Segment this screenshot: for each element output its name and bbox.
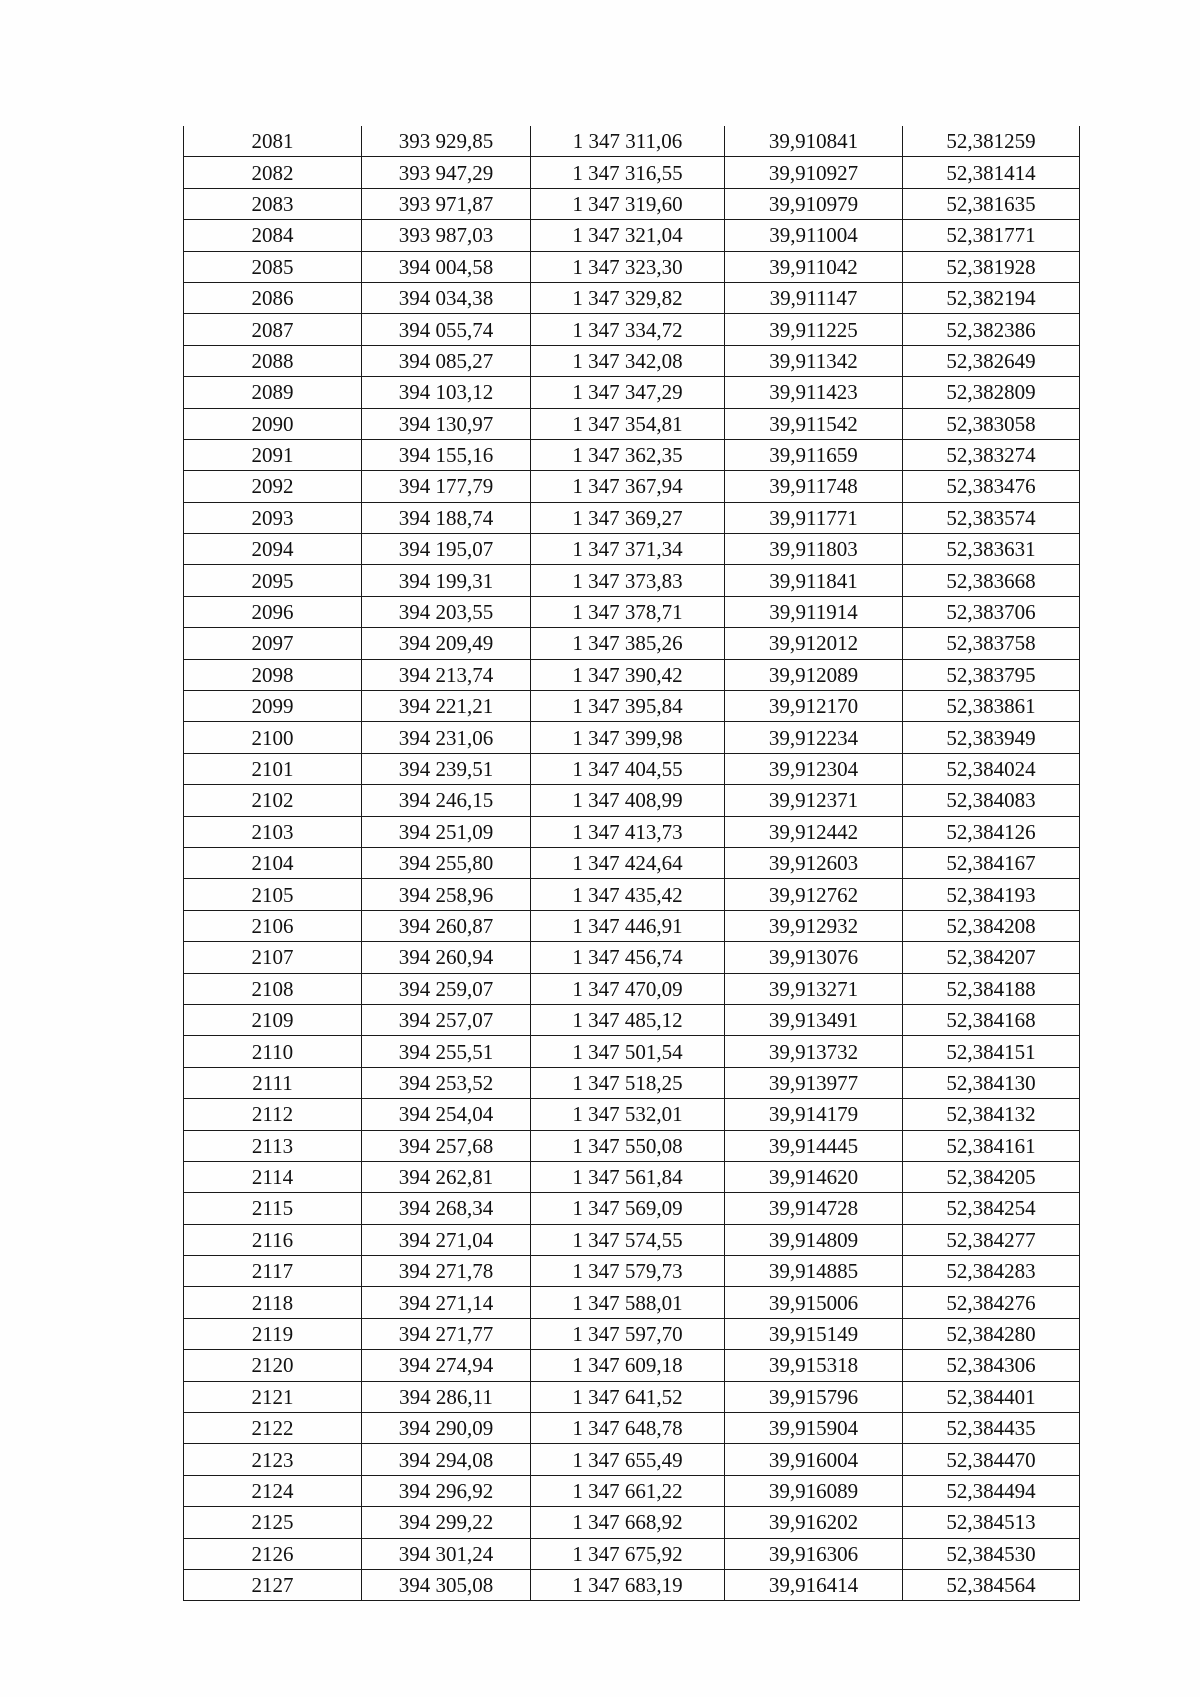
table-row [184, 722, 1080, 753]
table-row [184, 1036, 1080, 1067]
latitude-cell: 39,912170 [725, 691, 903, 722]
latitude-cell: 39,915149 [725, 1318, 903, 1349]
x-coordinate-cell: 394 286,11 [362, 1381, 531, 1412]
y-coordinate-cell: 1 347 321,04 [531, 220, 725, 251]
x-coordinate-cell: 394 299,22 [362, 1507, 531, 1538]
y-coordinate-cell: 1 347 561,84 [531, 1161, 725, 1192]
longitude-cell: 52,383949 [903, 722, 1080, 753]
latitude-cell: 39,911841 [725, 565, 903, 596]
table-row [184, 502, 1080, 533]
x-coordinate-cell: 394 055,74 [362, 314, 531, 345]
latitude-cell: 39,916004 [725, 1444, 903, 1475]
y-coordinate-cell: 1 347 675,92 [531, 1538, 725, 1569]
x-coordinate-cell: 394 188,74 [362, 502, 531, 533]
longitude-cell: 52,384435 [903, 1413, 1080, 1444]
point-number-cell: 2121 [184, 1381, 362, 1412]
point-number-cell: 2118 [184, 1287, 362, 1318]
point-number-cell: 2110 [184, 1036, 362, 1067]
table-row [184, 1099, 1080, 1130]
latitude-cell: 39,911004 [725, 220, 903, 251]
point-number-cell: 2114 [184, 1161, 362, 1192]
point-number-cell: 2086 [184, 282, 362, 313]
latitude-cell: 39,915318 [725, 1350, 903, 1381]
latitude-cell: 39,915006 [725, 1287, 903, 1318]
longitude-cell: 52,384168 [903, 1004, 1080, 1035]
longitude-cell: 52,383861 [903, 691, 1080, 722]
x-coordinate-cell: 394 085,27 [362, 345, 531, 376]
longitude-cell: 52,383706 [903, 596, 1080, 627]
point-number-cell: 2109 [184, 1004, 362, 1035]
point-number-cell: 2100 [184, 722, 362, 753]
table-row [184, 1256, 1080, 1287]
x-coordinate-cell: 393 929,85 [362, 126, 531, 157]
table-row [184, 1224, 1080, 1255]
table-row [184, 910, 1080, 941]
longitude-cell: 52,383795 [903, 659, 1080, 690]
y-coordinate-cell: 1 347 390,42 [531, 659, 725, 690]
table-row [184, 816, 1080, 847]
x-coordinate-cell: 394 305,08 [362, 1569, 531, 1600]
longitude-cell: 52,384208 [903, 910, 1080, 941]
point-number-cell: 2102 [184, 785, 362, 816]
table-row [184, 942, 1080, 973]
latitude-cell: 39,912371 [725, 785, 903, 816]
x-coordinate-cell: 394 290,09 [362, 1413, 531, 1444]
x-coordinate-cell: 394 255,51 [362, 1036, 531, 1067]
table-row [184, 1444, 1080, 1475]
x-coordinate-cell: 394 254,04 [362, 1099, 531, 1130]
point-number-cell: 2119 [184, 1318, 362, 1349]
longitude-cell: 52,383476 [903, 471, 1080, 502]
point-number-cell: 2091 [184, 439, 362, 470]
latitude-cell: 39,911225 [725, 314, 903, 345]
longitude-cell: 52,383274 [903, 439, 1080, 470]
point-number-cell: 2098 [184, 659, 362, 690]
latitude-cell: 39,911914 [725, 596, 903, 627]
y-coordinate-cell: 1 347 579,73 [531, 1256, 725, 1287]
point-number-cell: 2111 [184, 1067, 362, 1098]
table-row [184, 1287, 1080, 1318]
longitude-cell: 52,384024 [903, 753, 1080, 784]
latitude-cell: 39,911042 [725, 251, 903, 282]
latitude-cell: 39,912304 [725, 753, 903, 784]
y-coordinate-cell: 1 347 470,09 [531, 973, 725, 1004]
point-number-cell: 2090 [184, 408, 362, 439]
longitude-cell: 52,381771 [903, 220, 1080, 251]
table-row [184, 345, 1080, 376]
longitude-cell: 52,384207 [903, 942, 1080, 973]
table-row [184, 596, 1080, 627]
point-number-cell: 2106 [184, 910, 362, 941]
table-row [184, 753, 1080, 784]
y-coordinate-cell: 1 347 668,92 [531, 1507, 725, 1538]
table-row [184, 188, 1080, 219]
table-row [184, 1507, 1080, 1538]
y-coordinate-cell: 1 347 683,19 [531, 1569, 725, 1600]
latitude-cell: 39,911542 [725, 408, 903, 439]
latitude-cell: 39,910841 [725, 126, 903, 157]
y-coordinate-cell: 1 347 323,30 [531, 251, 725, 282]
longitude-cell: 52,384205 [903, 1161, 1080, 1192]
latitude-cell: 39,912762 [725, 879, 903, 910]
x-coordinate-cell: 394 034,38 [362, 282, 531, 313]
point-number-cell: 2124 [184, 1475, 362, 1506]
point-number-cell: 2120 [184, 1350, 362, 1381]
longitude-cell: 52,384283 [903, 1256, 1080, 1287]
longitude-cell: 52,384193 [903, 879, 1080, 910]
y-coordinate-cell: 1 347 342,08 [531, 345, 725, 376]
y-coordinate-cell: 1 347 569,09 [531, 1193, 725, 1224]
y-coordinate-cell: 1 347 311,06 [531, 126, 725, 157]
point-number-cell: 2112 [184, 1099, 362, 1130]
latitude-cell: 39,914445 [725, 1130, 903, 1161]
table-row [184, 282, 1080, 313]
latitude-cell: 39,913732 [725, 1036, 903, 1067]
point-number-cell: 2113 [184, 1130, 362, 1161]
longitude-cell: 52,384167 [903, 847, 1080, 878]
longitude-cell: 52,384151 [903, 1036, 1080, 1067]
table-row [184, 847, 1080, 878]
table-row [184, 565, 1080, 596]
latitude-cell: 39,911423 [725, 377, 903, 408]
y-coordinate-cell: 1 347 532,01 [531, 1099, 725, 1130]
x-coordinate-cell: 394 239,51 [362, 753, 531, 784]
table-row [184, 439, 1080, 470]
longitude-cell: 52,384306 [903, 1350, 1080, 1381]
y-coordinate-cell: 1 347 369,27 [531, 502, 725, 533]
table-row [184, 220, 1080, 251]
point-number-cell: 2083 [184, 188, 362, 219]
longitude-cell: 52,384494 [903, 1475, 1080, 1506]
x-coordinate-cell: 394 209,49 [362, 628, 531, 659]
latitude-cell: 39,912932 [725, 910, 903, 941]
table-row [184, 377, 1080, 408]
point-number-cell: 2082 [184, 157, 362, 188]
x-coordinate-cell: 394 268,34 [362, 1193, 531, 1224]
longitude-cell: 52,381928 [903, 251, 1080, 282]
table-row [184, 534, 1080, 565]
longitude-cell: 52,382809 [903, 377, 1080, 408]
longitude-cell: 52,384530 [903, 1538, 1080, 1569]
table-row [184, 1413, 1080, 1444]
x-coordinate-cell: 394 271,04 [362, 1224, 531, 1255]
longitude-cell: 52,384277 [903, 1224, 1080, 1255]
longitude-cell: 52,384126 [903, 816, 1080, 847]
table-row [184, 1569, 1080, 1600]
point-number-cell: 2093 [184, 502, 362, 533]
point-number-cell: 2097 [184, 628, 362, 659]
point-number-cell: 2126 [184, 1538, 362, 1569]
latitude-cell: 39,910979 [725, 188, 903, 219]
table-row [184, 659, 1080, 690]
longitude-cell: 52,383758 [903, 628, 1080, 659]
latitude-cell: 39,912234 [725, 722, 903, 753]
table-row [184, 1350, 1080, 1381]
point-number-cell: 2127 [184, 1569, 362, 1600]
latitude-cell: 39,911659 [725, 439, 903, 470]
table-row [184, 251, 1080, 282]
longitude-cell: 52,384161 [903, 1130, 1080, 1161]
y-coordinate-cell: 1 347 347,29 [531, 377, 725, 408]
table-row [184, 628, 1080, 659]
longitude-cell: 52,384188 [903, 973, 1080, 1004]
x-coordinate-cell: 394 103,12 [362, 377, 531, 408]
table-row [184, 126, 1080, 157]
x-coordinate-cell: 394 253,52 [362, 1067, 531, 1098]
point-number-cell: 2107 [184, 942, 362, 973]
longitude-cell: 52,384276 [903, 1287, 1080, 1318]
point-number-cell: 2088 [184, 345, 362, 376]
y-coordinate-cell: 1 347 373,83 [531, 565, 725, 596]
table-row [184, 1318, 1080, 1349]
longitude-cell: 52,382649 [903, 345, 1080, 376]
point-number-cell: 2104 [184, 847, 362, 878]
longitude-cell: 52,381414 [903, 157, 1080, 188]
y-coordinate-cell: 1 347 518,25 [531, 1067, 725, 1098]
longitude-cell: 52,384132 [903, 1099, 1080, 1130]
point-number-cell: 2108 [184, 973, 362, 1004]
y-coordinate-cell: 1 347 661,22 [531, 1475, 725, 1506]
longitude-cell: 52,384401 [903, 1381, 1080, 1412]
x-coordinate-cell: 394 257,07 [362, 1004, 531, 1035]
longitude-cell: 52,383058 [903, 408, 1080, 439]
x-coordinate-cell: 394 260,94 [362, 942, 531, 973]
latitude-cell: 39,914728 [725, 1193, 903, 1224]
point-number-cell: 2096 [184, 596, 362, 627]
y-coordinate-cell: 1 347 597,70 [531, 1318, 725, 1349]
table-row [184, 1475, 1080, 1506]
longitude-cell: 52,384280 [903, 1318, 1080, 1349]
longitude-cell: 52,383574 [903, 502, 1080, 533]
x-coordinate-cell: 394 221,21 [362, 691, 531, 722]
x-coordinate-cell: 394 271,77 [362, 1318, 531, 1349]
x-coordinate-cell: 394 271,78 [362, 1256, 531, 1287]
table-row [184, 1130, 1080, 1161]
x-coordinate-cell: 394 199,31 [362, 565, 531, 596]
x-coordinate-cell: 394 203,55 [362, 596, 531, 627]
x-coordinate-cell: 394 213,74 [362, 659, 531, 690]
latitude-cell: 39,912603 [725, 847, 903, 878]
coordinates-table-container [183, 126, 1080, 1601]
latitude-cell: 39,911342 [725, 345, 903, 376]
longitude-cell: 52,381259 [903, 126, 1080, 157]
point-number-cell: 2085 [184, 251, 362, 282]
point-number-cell: 2095 [184, 565, 362, 596]
longitude-cell: 52,383631 [903, 534, 1080, 565]
table-row [184, 1381, 1080, 1412]
table-row [184, 785, 1080, 816]
y-coordinate-cell: 1 347 385,26 [531, 628, 725, 659]
point-number-cell: 2081 [184, 126, 362, 157]
x-coordinate-cell: 394 260,87 [362, 910, 531, 941]
latitude-cell: 39,914809 [725, 1224, 903, 1255]
latitude-cell: 39,911748 [725, 471, 903, 502]
longitude-cell: 52,381635 [903, 188, 1080, 219]
y-coordinate-cell: 1 347 435,42 [531, 879, 725, 910]
table-row [184, 691, 1080, 722]
x-coordinate-cell: 394 271,14 [362, 1287, 531, 1318]
y-coordinate-cell: 1 347 609,18 [531, 1350, 725, 1381]
longitude-cell: 52,382194 [903, 282, 1080, 313]
latitude-cell: 39,911147 [725, 282, 903, 313]
x-coordinate-cell: 394 274,94 [362, 1350, 531, 1381]
latitude-cell: 39,912012 [725, 628, 903, 659]
x-coordinate-cell: 394 246,15 [362, 785, 531, 816]
coordinates-table-body [184, 126, 1080, 1601]
y-coordinate-cell: 1 347 316,55 [531, 157, 725, 188]
point-number-cell: 2105 [184, 879, 362, 910]
latitude-cell: 39,912089 [725, 659, 903, 690]
y-coordinate-cell: 1 347 456,74 [531, 942, 725, 973]
latitude-cell: 39,914620 [725, 1161, 903, 1192]
y-coordinate-cell: 1 347 648,78 [531, 1413, 725, 1444]
y-coordinate-cell: 1 347 404,55 [531, 753, 725, 784]
x-coordinate-cell: 394 258,96 [362, 879, 531, 910]
longitude-cell: 52,384254 [903, 1193, 1080, 1224]
x-coordinate-cell: 394 259,07 [362, 973, 531, 1004]
latitude-cell: 39,915904 [725, 1413, 903, 1444]
y-coordinate-cell: 1 347 446,91 [531, 910, 725, 941]
x-coordinate-cell: 394 255,80 [362, 847, 531, 878]
y-coordinate-cell: 1 347 399,98 [531, 722, 725, 753]
point-number-cell: 2115 [184, 1193, 362, 1224]
latitude-cell: 39,912442 [725, 816, 903, 847]
x-coordinate-cell: 393 987,03 [362, 220, 531, 251]
longitude-cell: 52,384083 [903, 785, 1080, 816]
y-coordinate-cell: 1 347 655,49 [531, 1444, 725, 1475]
point-number-cell: 2101 [184, 753, 362, 784]
y-coordinate-cell: 1 347 395,84 [531, 691, 725, 722]
table-row [184, 1538, 1080, 1569]
y-coordinate-cell: 1 347 501,54 [531, 1036, 725, 1067]
longitude-cell: 52,383668 [903, 565, 1080, 596]
table-row [184, 1161, 1080, 1192]
x-coordinate-cell: 394 257,68 [362, 1130, 531, 1161]
y-coordinate-cell: 1 347 378,71 [531, 596, 725, 627]
latitude-cell: 39,913271 [725, 973, 903, 1004]
x-coordinate-cell: 394 301,24 [362, 1538, 531, 1569]
table-row [184, 471, 1080, 502]
latitude-cell: 39,910927 [725, 157, 903, 188]
point-number-cell: 2099 [184, 691, 362, 722]
y-coordinate-cell: 1 347 413,73 [531, 816, 725, 847]
x-coordinate-cell: 393 947,29 [362, 157, 531, 188]
latitude-cell: 39,911803 [725, 534, 903, 565]
point-number-cell: 2116 [184, 1224, 362, 1255]
latitude-cell: 39,913977 [725, 1067, 903, 1098]
point-number-cell: 2123 [184, 1444, 362, 1475]
latitude-cell: 39,914179 [725, 1099, 903, 1130]
coordinates-table [183, 126, 1080, 1601]
y-coordinate-cell: 1 347 574,55 [531, 1224, 725, 1255]
x-coordinate-cell: 394 130,97 [362, 408, 531, 439]
latitude-cell: 39,914885 [725, 1256, 903, 1287]
y-coordinate-cell: 1 347 424,64 [531, 847, 725, 878]
table-row [184, 314, 1080, 345]
latitude-cell: 39,916202 [725, 1507, 903, 1538]
table-row [184, 879, 1080, 910]
table-row [184, 408, 1080, 439]
latitude-cell: 39,911771 [725, 502, 903, 533]
x-coordinate-cell: 394 155,16 [362, 439, 531, 470]
y-coordinate-cell: 1 347 334,72 [531, 314, 725, 345]
point-number-cell: 2087 [184, 314, 362, 345]
y-coordinate-cell: 1 347 362,35 [531, 439, 725, 470]
y-coordinate-cell: 1 347 367,94 [531, 471, 725, 502]
longitude-cell: 52,384564 [903, 1569, 1080, 1600]
x-coordinate-cell: 394 177,79 [362, 471, 531, 502]
y-coordinate-cell: 1 347 550,08 [531, 1130, 725, 1161]
y-coordinate-cell: 1 347 588,01 [531, 1287, 725, 1318]
table-row [184, 157, 1080, 188]
point-number-cell: 2117 [184, 1256, 362, 1287]
longitude-cell: 52,384130 [903, 1067, 1080, 1098]
point-number-cell: 2103 [184, 816, 362, 847]
latitude-cell: 39,915796 [725, 1381, 903, 1412]
x-coordinate-cell: 394 251,09 [362, 816, 531, 847]
x-coordinate-cell: 394 296,92 [362, 1475, 531, 1506]
y-coordinate-cell: 1 347 641,52 [531, 1381, 725, 1412]
x-coordinate-cell: 394 195,07 [362, 534, 531, 565]
latitude-cell: 39,916414 [725, 1569, 903, 1600]
x-coordinate-cell: 394 262,81 [362, 1161, 531, 1192]
point-number-cell: 2125 [184, 1507, 362, 1538]
point-number-cell: 2089 [184, 377, 362, 408]
x-coordinate-cell: 394 004,58 [362, 251, 531, 282]
point-number-cell: 2094 [184, 534, 362, 565]
x-coordinate-cell: 394 231,06 [362, 722, 531, 753]
x-coordinate-cell: 394 294,08 [362, 1444, 531, 1475]
longitude-cell: 52,384470 [903, 1444, 1080, 1475]
longitude-cell: 52,384513 [903, 1507, 1080, 1538]
table-row [184, 973, 1080, 1004]
latitude-cell: 39,913491 [725, 1004, 903, 1035]
table-row [184, 1067, 1080, 1098]
y-coordinate-cell: 1 347 485,12 [531, 1004, 725, 1035]
y-coordinate-cell: 1 347 354,81 [531, 408, 725, 439]
latitude-cell: 39,913076 [725, 942, 903, 973]
y-coordinate-cell: 1 347 319,60 [531, 188, 725, 219]
y-coordinate-cell: 1 347 408,99 [531, 785, 725, 816]
longitude-cell: 52,382386 [903, 314, 1080, 345]
latitude-cell: 39,916089 [725, 1475, 903, 1506]
table-row [184, 1193, 1080, 1224]
point-number-cell: 2122 [184, 1413, 362, 1444]
table-row [184, 1004, 1080, 1035]
point-number-cell: 2092 [184, 471, 362, 502]
latitude-cell: 39,916306 [725, 1538, 903, 1569]
y-coordinate-cell: 1 347 371,34 [531, 534, 725, 565]
point-number-cell: 2084 [184, 220, 362, 251]
x-coordinate-cell: 393 971,87 [362, 188, 531, 219]
y-coordinate-cell: 1 347 329,82 [531, 282, 725, 313]
